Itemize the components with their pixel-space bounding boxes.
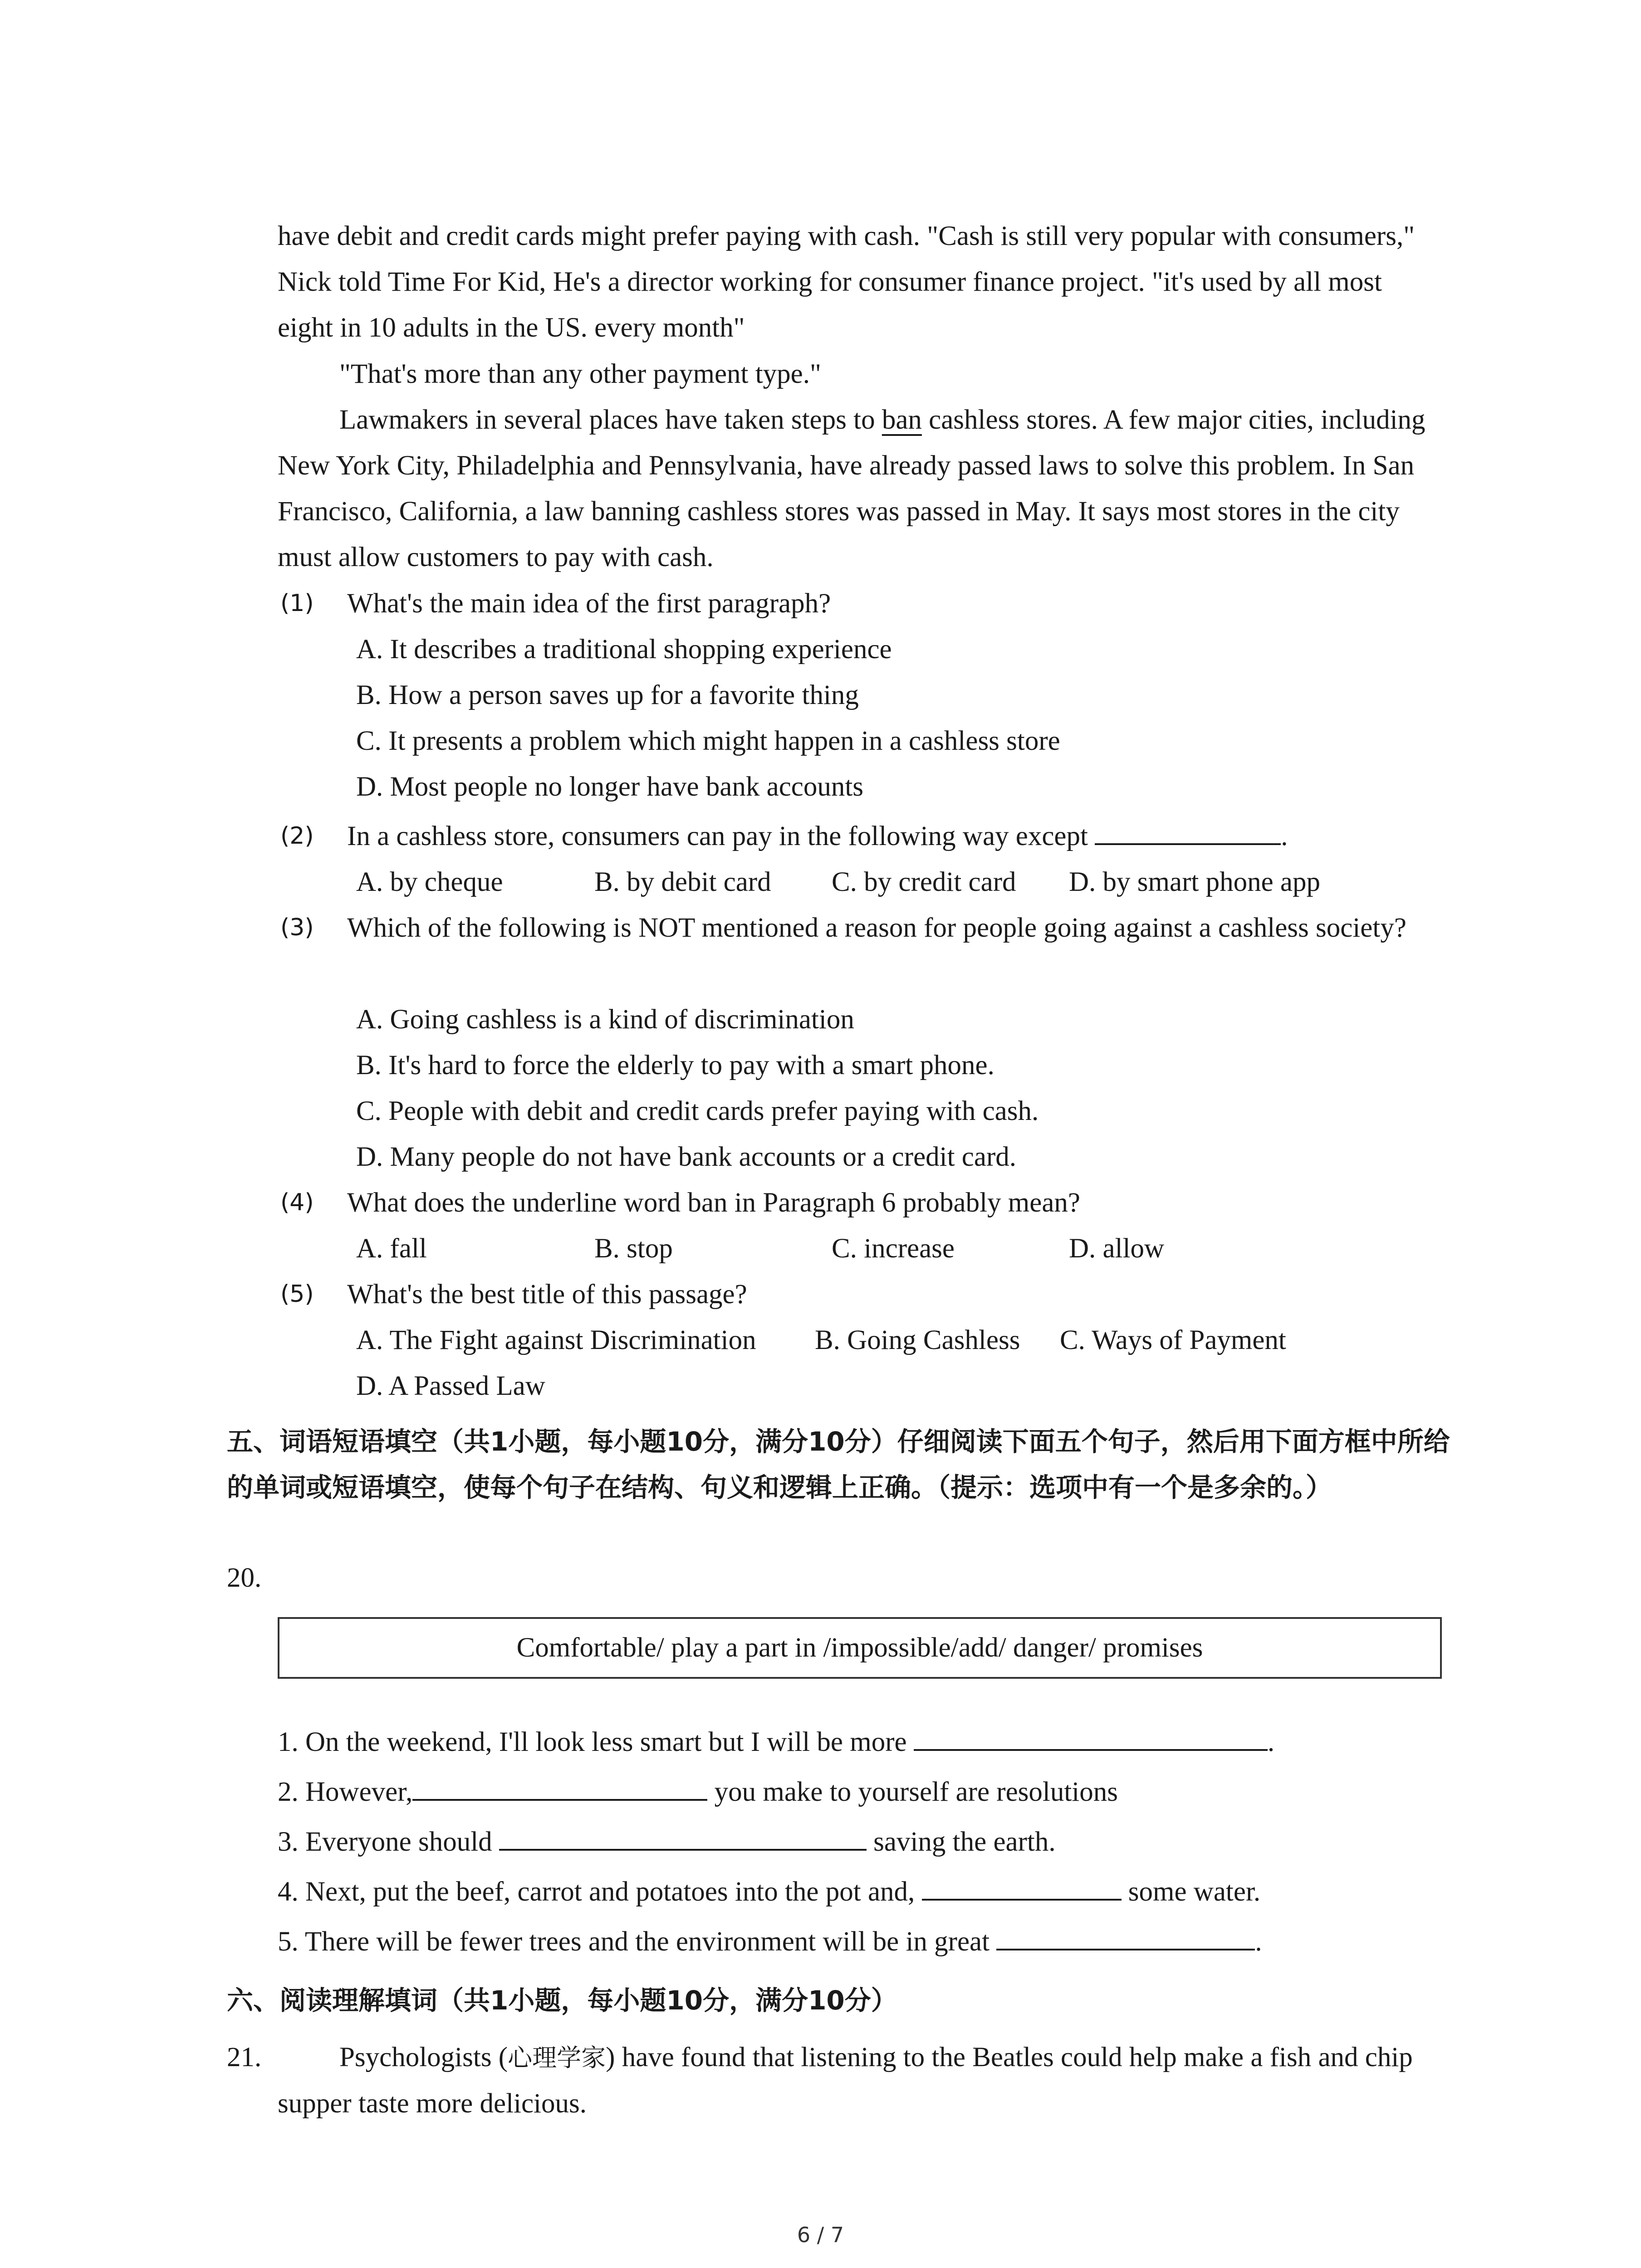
question-number: 21. (227, 2042, 262, 2072)
answer-blank[interactable] (499, 1822, 867, 1851)
answer-blank[interactable] (1095, 816, 1281, 845)
option-a: A. It describes a traditional shopping experience (356, 634, 892, 665)
word-bank-box (278, 1617, 1442, 1679)
passage-text-cn: 心理学家 (508, 2043, 606, 2072)
option-c: C. by credit card (832, 867, 1016, 897)
fill-sentence (278, 1869, 1260, 1915)
sentence-text: you make to yourself are resolutions (707, 1777, 1118, 1807)
option-d: D. A Passed Law (356, 1371, 545, 1401)
option-b: B. by debit card (594, 867, 771, 897)
option-d: D. allow (1069, 1233, 1165, 1264)
option-c: C. It presents a problem which might happen in a cashless store (356, 726, 1060, 756)
question-text: In a cashless store, consumers can pay in the following way except (347, 821, 1088, 851)
passage-text: Psychologists ( (339, 2042, 508, 2072)
page-number: 6 / 7 (797, 2223, 844, 2247)
fill-sentence (278, 1919, 1262, 1965)
option-b: B. Going Cashless (815, 1325, 1020, 1355)
option-b: B. How a person saves up for a favorite thing (356, 680, 859, 710)
option-b: B. It's hard to force the elderly to pay with a smart phone. (356, 1050, 994, 1080)
passage-text: ) have found that listening to the Beatles could help make a fish and chip supper taste more delicious. (278, 2042, 1413, 2119)
option-a: A. Going cashless is a kind of discrimination (356, 1004, 854, 1035)
sentence-text: 5. There will be fewer trees and the environment will be in great (278, 1926, 997, 1957)
sentence-text: some water. (1121, 1877, 1261, 1907)
passage-quote: "That's more than any other payment type." (339, 359, 821, 389)
answer-blank[interactable] (922, 1872, 1122, 1901)
option-a: A. fall (356, 1233, 427, 1264)
sentence-text: 4. Next, put the beef, carrot and potatoes into the pot and, (278, 1877, 922, 1907)
section-heading: 五、词语短语填空（共1小题，每小题10分，满分10分）仔细阅读下面五个句子，然后用下面方框中所给的单词或短语填空，使每个句子在结构、句义和逻辑上正确。（提示：选项中有一个是多余的。） (227, 1426, 1450, 1503)
question-text-with-blank: In a cashless store, consumers can pay in the following way except . (347, 813, 1445, 859)
fill-sentence (278, 1769, 1118, 1815)
sentence-text: . (1255, 1926, 1262, 1957)
answer-blank[interactable] (914, 1722, 1268, 1751)
option-c: C. Ways of Payment (1060, 1325, 1286, 1355)
underlined-word-ban: ban (882, 405, 922, 435)
answer-blank[interactable] (996, 1921, 1255, 1950)
option-d: D. Many people do not have bank accounts or a credit card. (356, 1142, 1017, 1172)
question-text: What does the underline word ban in Paragraph 6 probably mean? (347, 1188, 1080, 1218)
passage-paragraph-law (278, 397, 1439, 580)
law-text-before: Lawmakers in several places have taken steps to (339, 405, 882, 435)
question-number: (1) (280, 590, 314, 617)
answer-blank[interactable] (412, 1772, 707, 1801)
question-number: (3) (280, 914, 314, 941)
word-bank-text: Comfortable/ play a part in /impossible/add/ danger/ promises (516, 1633, 1203, 1663)
sentence-text: saving the earth. (866, 1827, 1056, 1857)
question-text: Which of the following is NOT mentioned a reason for people going against a cashless society? (347, 913, 1406, 943)
sentence-text: 2. However, (278, 1777, 413, 1807)
law-text-after: cashless stores. A few major cities, including New York City, Philadelphia and Pennsylvania, have already passed laws to solve this problem. In San Francisco, California, a law banning cashless stores was passed in May. It says most stores in the city must allow customers to pay with cash. (278, 405, 1425, 572)
option-a: A. The Fight against Discrimination (356, 1325, 756, 1355)
question-text: What's the main idea of the first paragraph? (347, 588, 831, 619)
sentence-text: 3. Everyone should (278, 1827, 499, 1857)
sentence-text: . (1267, 1727, 1275, 1757)
fill-sentence (278, 1719, 1274, 1765)
passage-paragraph: have debit and credit cards might prefer paying with cash. "Cash is still very popular with consumers," Nick told Time For Kid, He's a director working for consumer finance project. "it's used by all most eight in 10 adults in the US. every month" (278, 221, 1415, 343)
option-c: C. People with debit and credit cards prefer paying with cash. (356, 1096, 1039, 1126)
option-b: B. stop (594, 1233, 673, 1264)
question-number: (5) (280, 1281, 314, 1308)
question-number: (4) (280, 1189, 314, 1216)
option-d: D. Most people no longer have bank accounts (356, 772, 864, 802)
fill-sentence (278, 1819, 1056, 1865)
sentence-text: 1. On the weekend, I'll look less smart but I will be more (278, 1727, 914, 1757)
question-number: (2) (280, 822, 314, 850)
section-heading: 六、阅读理解填词（共1小题，每小题10分，满分10分） (227, 1985, 897, 2016)
question-text: What's the best title of this passage? (347, 1279, 747, 1310)
question-number: 20. (227, 1563, 262, 1593)
option-c: C. increase (832, 1233, 955, 1264)
option-d: D. by smart phone app (1069, 867, 1320, 897)
option-a: A. by cheque (356, 867, 503, 897)
reading-passage (278, 2034, 1439, 2126)
